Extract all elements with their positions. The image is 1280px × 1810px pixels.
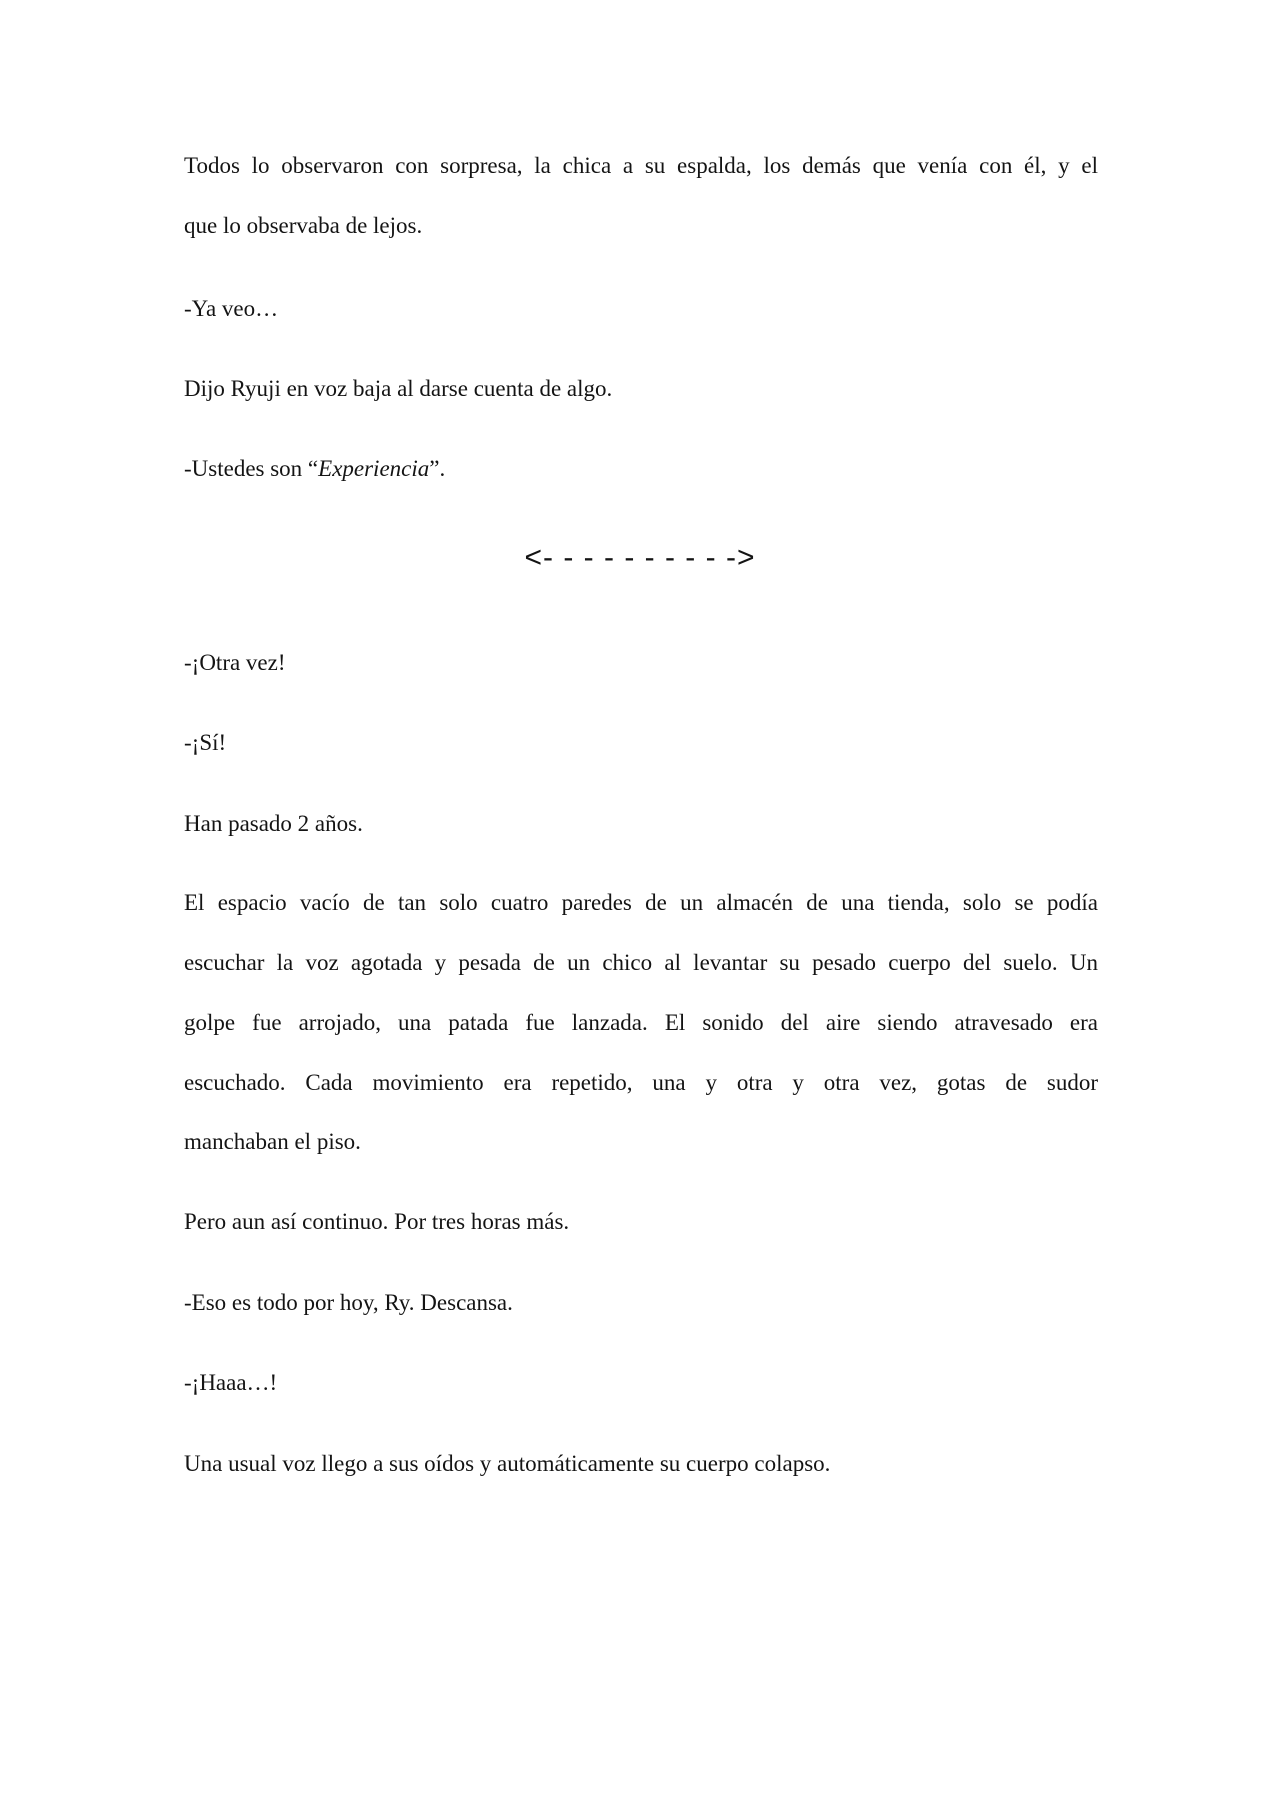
paragraph-line: Han pasado 2 años. [184, 811, 363, 836]
paragraph-line: Una usual voz llego a sus oídos y automáticamente su cuerpo colapso. [184, 1451, 831, 1476]
paragraph-line: Pero aun así continuo. Por tres horas más. [184, 1209, 570, 1234]
scene-separator: <- - - - - - - - - -> [524, 541, 756, 574]
paragraph-line: escuchado. Cada movimiento era repetido, una y otra y otra vez, gotas de sudor [184, 1070, 1098, 1095]
paragraph-line: manchaban el piso. [184, 1129, 361, 1154]
paragraph-line: Dijo Ryuji en voz baja al darse cuenta de algo. [184, 376, 613, 401]
dialogue-line: -¡Otra vez! [184, 650, 286, 675]
dialogue-line: -¡Sí! [184, 730, 227, 755]
dialogue-line [184, 454, 1098, 484]
dialogue-line: -Ya veo… [184, 296, 279, 321]
paragraph-line: Todos lo observaron con sorpresa, la chica a su espalda, los demás que venía con él, y el [184, 153, 1098, 178]
paragraph-line: golpe fue arrojado, una patada fue lanzada. El sonido del aire siendo atravesado era [184, 1010, 1098, 1035]
dialogue-line: -Eso es todo por hoy, Ry. Descansa. [184, 1290, 513, 1315]
dialogue-line: -¡Haaa…! [184, 1370, 278, 1395]
paragraph-line: que lo observaba de lejos. [184, 213, 423, 238]
paragraph-line: escuchar la voz agotada y pesada de un chico al levantar su pesado cuerpo del suelo. Un [184, 950, 1098, 975]
dialogue-prefix: -Ustedes son “ [184, 456, 319, 481]
italic-term: Experiencia [318, 456, 430, 481]
dialogue-suffix: ”. [429, 456, 446, 481]
paragraph-line: El espacio vacío de tan solo cuatro paredes de un almacén de una tienda, solo se podía [184, 890, 1098, 915]
